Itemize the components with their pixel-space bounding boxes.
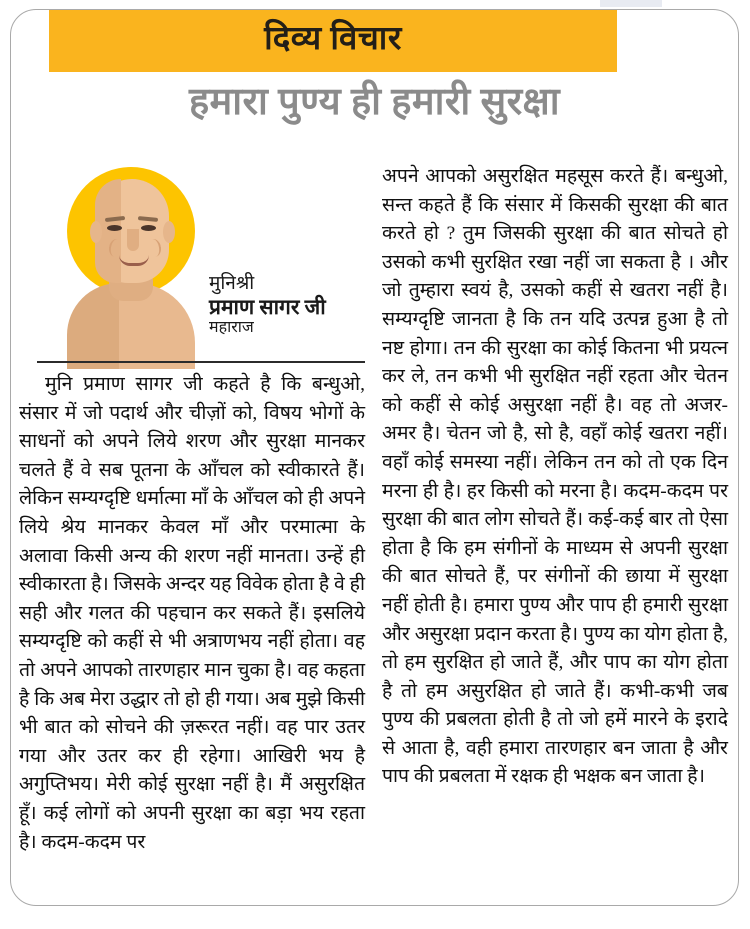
caption-line-1: मुनिश्री (209, 273, 255, 294)
portrait-block (19, 145, 365, 357)
top-edge-artifact (600, 0, 662, 7)
monk-portrait-photo (65, 171, 197, 357)
page-title: हमारा पुण्य ही हमारी सुरक्षा (188, 81, 561, 123)
right-eye-shape (141, 225, 156, 231)
article-columns (10, 145, 739, 905)
masthead-banner-row (10, 9, 739, 75)
article-body-right: अपने आपको असुरक्षित महसूस करते हैं। बन्धुओ, सन्त कहते हैं कि संसार में किसकी सुरक्षा की बात करते हो ? तुम जिसकी सुरक्षा की बात सोचते हो उसको कभी सुरक्षित रखा नहीं जा सकता है । और जो तुम्हारा स्वयं है, उसको कहीं से खतरा नहीं है। सम्यग्दृष्टि जानता है कि तन यदि उत्पन्न हुआ है तो नष्ट होगा। तन की सुरक्षा का कोई कितना भी प्रयत्न कर ले, तन कभी भी सुरक्षित नहीं रहता और चेतन को कहीं से कोई असुरक्षा नहीं है। वह तो अजर-अमर है। चेतन जो है, सो है, वहाँ कोई खतरा नहीं। वहाँ कोई समस्या नहीं। लेकिन तन को तो एक दिन मरना ही है। हर किसी को मरना है। कदम-कदम पर सुरक्षा की बात लोग सोचते हैं। कई-कई बार तो ऐसा होता है कि हम संगीनों के माध्यम से अपनी सुरक्षा की बात सोचते हैं, पर संगीनों की छाया में सुरक्षा नहीं होती है। हमारा पुण्य और पाप ही हमारी सुरक्षा और असुरक्षा प्रदान करता है। पुण्य का योग होता है, तो हम सुरक्षित हो जाते हैं, और पाप का योग होता है तो हम असुरक्षित हो जाते हैं। कभी-कभी जब पुण्य की प्रबलता होती है तो जो हमें मारने के इरादे से आता है, वही हमारा तारणहार बन जाता है और पाप की प्रबलता में रक्षक ही भक्षक बन जाता है। (382, 166, 728, 788)
caption-line-3: महाराज (209, 319, 254, 337)
masthead-banner (49, 10, 617, 72)
column-divider-rule (37, 361, 365, 363)
photo-caption (209, 273, 365, 338)
article-body-left: मुनि प्रमाण सागर जी कहते है कि बन्धुओ, संसार में जो पदार्थ और चीज़ों को, विषय भोगों के साधनों को अपने लिये शरण और सुरक्षा मानकर चलते हैं वे सब पूतना के आँचल को स्वीकारते हैं। लेकिन सम्यग्दृष्टि धर्मात्मा माँ के आँचल को ही अपने लिये श्रेय मानकर केवल माँ और परमात्मा के अलावा किसी अन्य की शरण नहीं मानता। उन्हें ही स्वीकारता है। जिसके अन्दर यह विवेक होता है वे ही सही और गलत की पहचान कर सकते हैं। इसलिये सम्यग्दृष्टि को कहीं से भी अत्राणभय नहीं होता। वह तो अपने आपको तारणहार मान चुका है। वह कहता है कि अब मेरा उद्धार तो हो ही गया। अब मुझे किसी भी बात को सोचने की ज़रूरत नहीं। वह पार उतर गया और उतर कर ही रहेगा। आखिरी भय है अगुप्तिभय। मेरी कोई सुरक्षा नहीं है। मैं असुरक्षित हूँ। कई लोगों को अपनी सुरक्षा का बड़ा भय रहता है। कदम-कदम पर (19, 374, 365, 853)
left-eye-shape (107, 225, 122, 231)
left-ear-shape (90, 221, 102, 243)
nose-shape (127, 229, 139, 251)
column-left (19, 145, 365, 853)
right-ear-shape (163, 221, 175, 243)
masthead-title: दिव्य विचार (264, 20, 402, 57)
caption-line-2: प्रमाण सागर जी (209, 295, 326, 320)
article-page (10, 9, 739, 906)
